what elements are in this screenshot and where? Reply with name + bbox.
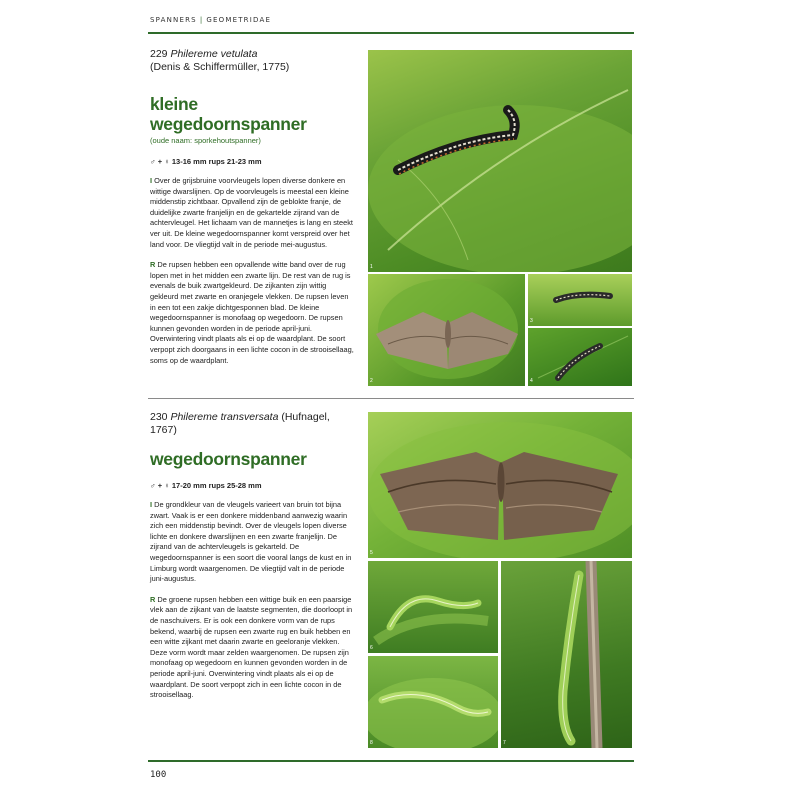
imago-marker: I	[150, 176, 153, 185]
larva-text: De rupsen hebben een opvallende witte band over de rug lopen met in het midden een zwarte lijn. De rest van de rug is evenals de buik zwartgekleurd. De zijkanten zijn wittig gekleurd met zwarte en oranjegele vlekken. De rupsen leven in een tot een zakje dichtgesponnen blad. De kleine wegedoornspanner is monofaag op wegedoorn. De rupsen kunnen gevonden worden in de periode april-juni. Overwintering vindt plaats als ei op de waardplant. De soort verpopt zich doorgaans in een lichte cocon in de strooisellaag, soms op de waardplant.	[150, 260, 354, 365]
larva-text: De groene rupsen hebben een wittige buik en een paarsige vlek aan de zijkant van de laatste segmenten, die doorloopt in de naschuivers. Er is ook een donkere vorm van de rups bekend, waarbij de rupsen een zwarte rug en buik hebben en een witte zijkant met daarin zwarte en geeloranje vlekken. Deze vorm wordt maar zelden waargenomen. De rupsen zijn monofaag op wegedoorn en kunnen gevonden worden in de periode april-juni. Overwintering vindt plaats als ei op de waardplant. De soort verpopt zich in een lichte cocon in de strooisellaag.	[150, 594, 353, 700]
photo-number: 1	[370, 264, 373, 270]
species-number: 229	[150, 48, 168, 60]
species-230-scientific	[150, 411, 355, 437]
page-number: 100	[150, 770, 167, 780]
photo-number: 4	[530, 378, 533, 384]
caterpillar-small-illustration-2	[528, 328, 632, 386]
caterpillar-small-photo	[528, 274, 632, 326]
species-author: (Hufnagel, 1767)	[150, 411, 330, 436]
larva-marker: R	[150, 260, 156, 270]
species-number: 230	[150, 411, 168, 423]
green-caterpillar-stem-photo	[501, 561, 632, 748]
photo-number: 3	[530, 318, 533, 324]
bottom-rule	[148, 760, 634, 762]
green-caterpillar-illustration-2	[368, 656, 498, 748]
caterpillar-small-illustration	[528, 274, 632, 326]
moth-on-leaf-illustration	[368, 274, 525, 386]
green-caterpillar-photo	[368, 561, 498, 653]
caterpillar-on-leaf-illustration	[368, 50, 632, 272]
green-caterpillar-photo-2	[368, 656, 498, 748]
top-rule	[148, 32, 634, 34]
species-229-common-name: kleine wegedoornspanner	[150, 94, 307, 134]
species-author: (Denis & Schiffermüller, 1775)	[150, 61, 290, 73]
photo-number: 2	[370, 378, 373, 384]
species-229-size: ♂ + ♀ 13-16 mm rups 21-23 mm	[150, 157, 262, 166]
species-229-larva	[150, 260, 355, 366]
green-caterpillar-illustration	[368, 561, 498, 653]
scientific-name: Philereme vetulata	[170, 48, 258, 60]
species-divider	[148, 398, 634, 399]
caterpillar-on-leaf-photo	[368, 50, 632, 272]
species-230-common-name: wegedoornspanner	[150, 449, 307, 469]
wegedoornspanner-moth-photo	[368, 412, 632, 558]
moth-on-leaf-photo	[368, 274, 525, 386]
imago-marker: I	[150, 500, 153, 509]
species-230-size: ♂ + ♀ 17-20 mm rups 25-28 mm	[150, 481, 262, 490]
larva-marker: R	[150, 594, 156, 604]
green-caterpillar-stem-illustration	[501, 561, 632, 748]
species-229-old-name: (oude naam: sporkehoutspanner)	[150, 136, 261, 145]
photo-number: 7	[503, 740, 506, 746]
photo-number: 8	[370, 740, 373, 746]
imago-text: De grondkleur van de vleugels varieert van bruin tot bijna zwart. Vaak is er een donkere middenband aanwezig waarin zich een middenstip bevindt. Over de vleugels lopen diverse lichte en donkere dwarslijnen en een zwarte franjelijn. De zijrand van de achtervleugels is gekarteld. De wegedoornspanner is een soort die vooral langs de kust en in Limburg wordt waargenomen. De vliegtijd valt in de periode juni-augustus.	[150, 500, 352, 584]
scientific-name: Philereme transversata	[170, 411, 279, 423]
wegedoornspanner-moth-illustration	[368, 412, 632, 558]
caterpillar-small-photo-2	[528, 328, 632, 386]
photo-number: 6	[370, 645, 373, 651]
running-header	[150, 16, 271, 24]
species-229-imago	[150, 176, 355, 250]
species-230-larva	[150, 595, 355, 701]
header-family: SPANNERS	[150, 16, 197, 24]
imago-text: Over de grijsbruine voorvleugels lopen diverse donkere en wittige dwarslijnen. Op de voorvleugels is meestal een kleine middenstip zichtbaar. Opvallend zijn de geblokte franje, de duidelijke zwarte franjelijn en de gekartelde zijrand van de achtervleugel. Het lichaam van de mannetjes is lang en steekt ver uit. De kleine wegedoornspanner komt verspreid over het land voor. De vliegtijd valt in de periode mei-augustus.	[150, 176, 353, 249]
header-separator: |	[199, 16, 204, 24]
header-subfamily: GEOMETRIDAE	[206, 16, 272, 24]
species-230-imago	[150, 500, 355, 585]
species-229-scientific	[150, 48, 355, 61]
photo-number: 5	[370, 550, 373, 556]
species-230-text	[150, 411, 355, 701]
species-229-text	[150, 48, 355, 366]
